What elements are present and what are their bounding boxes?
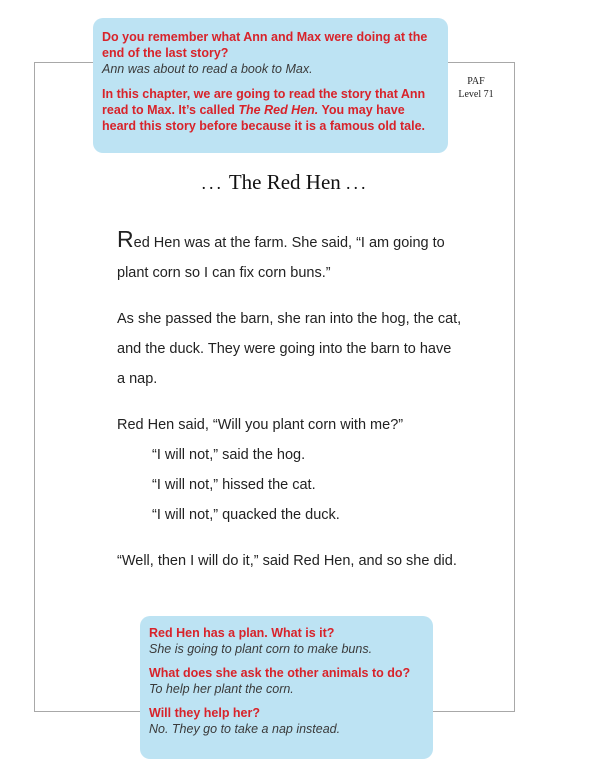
reply-cat: “I will not,” hissed the cat. [152, 477, 316, 493]
reply-hog: “I will not,” said the hog. [152, 447, 306, 463]
intro-story-title: The Red Hen. [238, 103, 319, 117]
story-paragraph-2: As she passed the barn, she ran into the hog, the cat, and the duck. They were going into the barn to have a nap. [117, 311, 462, 387]
story-title-text: The Red Hen [228, 170, 341, 194]
callout-question-3: Will they help her? [149, 706, 261, 720]
callout-answer-1: She is going to plant corn to make buns. [149, 642, 373, 656]
callout-intro [102, 86, 438, 134]
story-title [120, 170, 450, 195]
level-label [455, 75, 497, 101]
title-dots-left: ... [201, 173, 224, 193]
teacher-callout-bottom [140, 616, 433, 759]
teacher-callout-top [93, 18, 448, 153]
callout-question-2: What does she ask the other animals to do? [149, 666, 411, 680]
intro-text-1: In this chapter, we are going to read the story that Ann read to Max. It’s called [102, 87, 426, 117]
drop-cap: R [117, 226, 134, 252]
callout-question-1: Red Hen has a plan. What is it? [149, 626, 335, 640]
story-paragraph-4: “Well, then I will do it,” said Red Hen, and so she did. [117, 553, 457, 569]
callout-answer: Ann was about to read a book to Max. [102, 62, 313, 76]
callout-question: Do you remember what Ann and Max were doing at the end of the last story? [102, 30, 428, 60]
level-number: Level 71 [458, 89, 494, 100]
intro-text-2: You may have heard this story before because it is a famous old tale. [102, 103, 426, 133]
story-paragraph-3: Red Hen said, “Will you plant corn with me?” [117, 417, 404, 433]
title-dots-right: ... [346, 173, 369, 193]
callout-answer-2: To help her plant the corn. [149, 682, 294, 696]
level-program: PAF [467, 76, 485, 87]
story-body [117, 224, 462, 576]
paragraph-1-text: ed Hen was at the farm. She said, “I am going to plant corn so I can fix corn buns.” [117, 235, 445, 281]
callout-answer-3: No. They go to take a nap instead. [149, 722, 341, 736]
story-paragraph-1 [117, 224, 462, 288]
reply-duck: “I will not,” quacked the duck. [152, 507, 340, 523]
